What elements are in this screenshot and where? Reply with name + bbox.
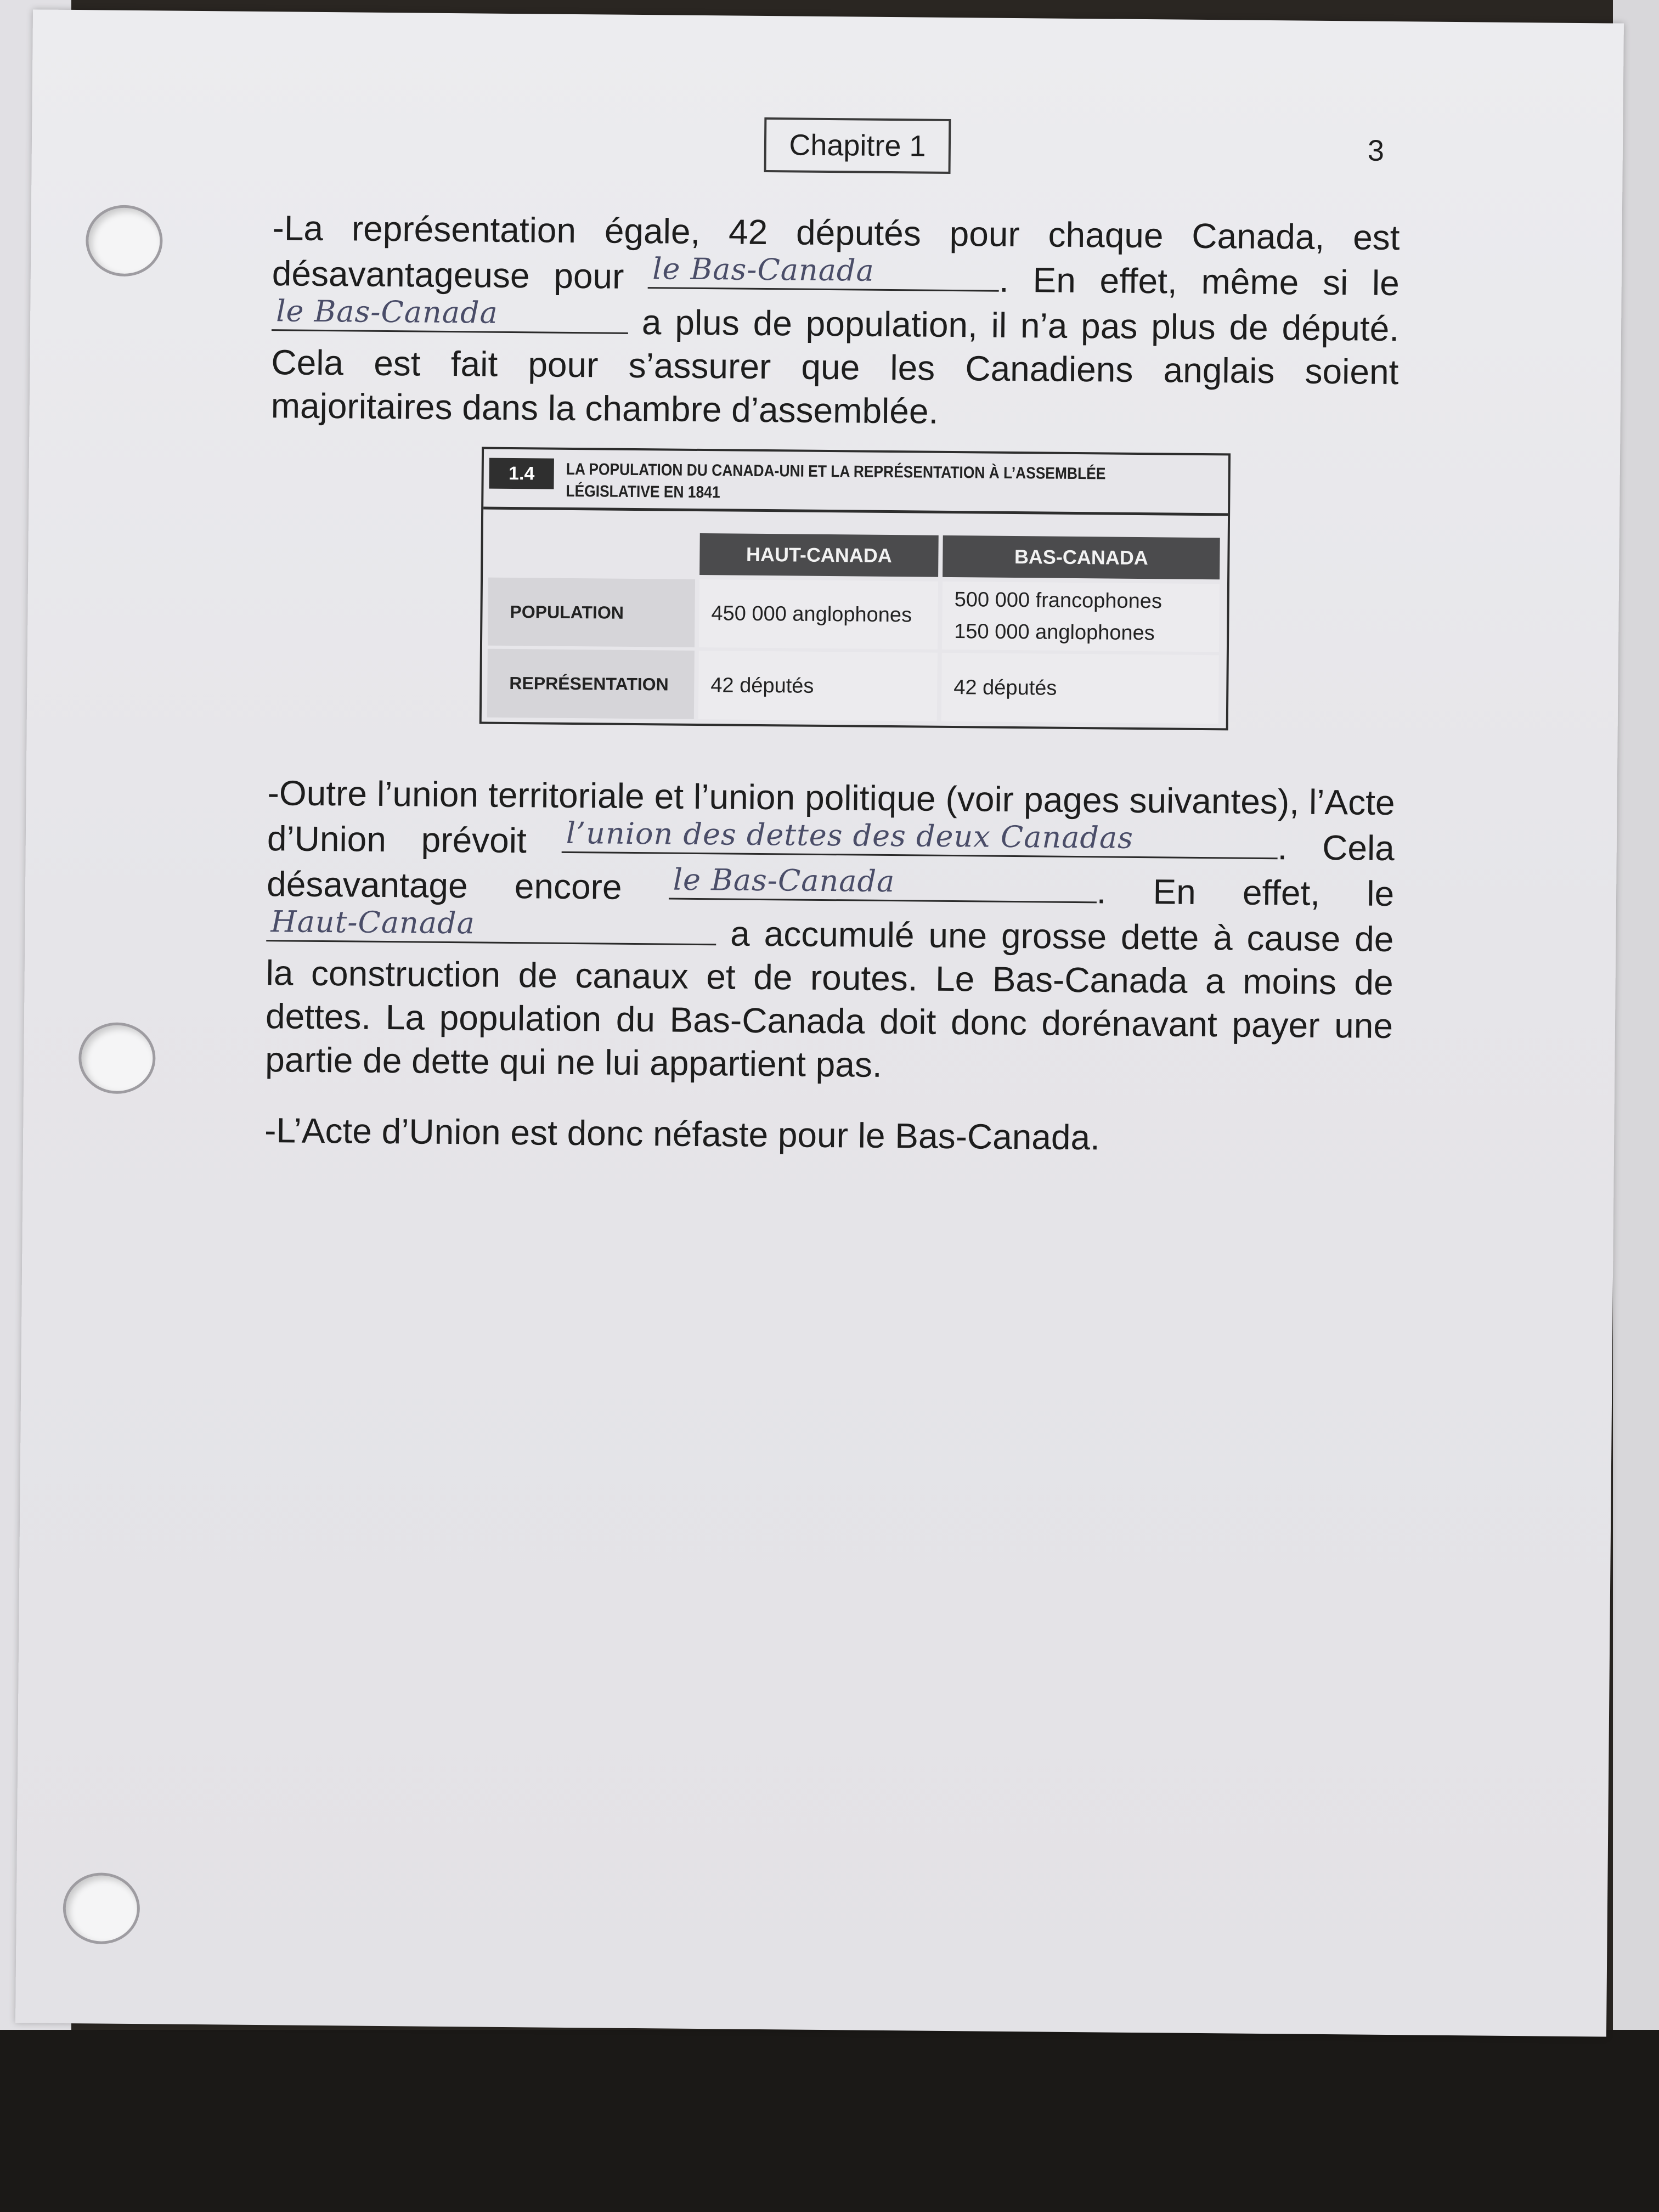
paragraph-text: -La représentation égale, 42 députés pour chaque Canada, est désavantageuse pour	[272, 208, 1400, 296]
column-header-haut-canada: HAUT-CANADA	[699, 533, 939, 577]
cell-line: 150 000 anglophones	[954, 620, 1155, 645]
figure-title	[566, 459, 1121, 507]
page-number: 3	[1367, 134, 1385, 167]
cell-representation-haut: 42 députés	[698, 651, 938, 721]
cell-population-haut: 450 000 anglophones	[699, 579, 938, 650]
column-header-bas-canada: BAS-CANADA	[943, 535, 1220, 579]
fill-blank[interactable]	[668, 864, 1097, 904]
cell-line: 500 000 francophones	[954, 588, 1163, 613]
cell-population-bas	[942, 582, 1220, 652]
figure-number: 1.4	[489, 458, 554, 489]
row-header-population: POPULATION	[488, 578, 695, 647]
cell-representation-bas: 42 députés	[941, 653, 1219, 724]
handwritten-answer: l’union des dettes des deux Canadas	[566, 815, 1134, 855]
binder-hole-middle	[78, 1022, 156, 1094]
fill-blank[interactable]	[272, 295, 629, 334]
binder-hole-bottom	[63, 1872, 140, 1944]
paragraph-text: -Outre l’union territoriale et l’union politique (voir pages suivantes), l’Acte d’Union prévoit	[267, 773, 1395, 861]
paragraph-representation	[270, 206, 1400, 437]
fill-blank[interactable]	[648, 253, 1000, 292]
paragraph-text: . Cela désavantage encore	[266, 827, 1395, 907]
figure-title-line: LA POPULATION DU CANADA-UNI ET LA REPRÉSENTATION À L’ASSEMBLÉE	[566, 460, 1106, 483]
population-table	[479, 447, 1231, 731]
conclusion-line: -L’Acte d’Union est donc néfaste pour le Bas-Canada.	[264, 1110, 1101, 1158]
chapter-label: Chapitre 1	[764, 117, 951, 174]
handwritten-answer: le Bas-Canada	[652, 251, 875, 288]
handwritten-answer: Haut-Canada	[270, 904, 476, 941]
handwritten-answer: le Bas-Canada	[276, 294, 499, 330]
paragraph-text: a accumulé une grosse dette à cause de la construction de canaux et de routes. Le Bas-Canada a moins de dettes. La population du Bas-Canada doit donc dorénavant payer une partie de dette qui ne lui appartient pas.	[265, 913, 1394, 1085]
paragraph-text: . En effet, le	[1096, 871, 1395, 914]
handwritten-answer: le Bas-Canada	[673, 862, 895, 899]
table-header	[483, 449, 1228, 516]
paragraph-text: a plus de population, il n’a pas plus de député. Cela est fait pour s’assurer que les Canadiens anglais soient majoritaires dans la chambre d’assemblée.	[270, 302, 1400, 431]
paragraph-debt	[265, 771, 1395, 1091]
desk-surface	[0, 2030, 1659, 2212]
paragraph-text: . En effet, même si le	[998, 259, 1400, 303]
document-page	[15, 9, 1624, 2036]
row-header-representation: REPRÉSENTATION	[487, 649, 695, 719]
binder-hole-top	[86, 205, 163, 276]
fill-blank[interactable]	[561, 817, 1278, 859]
figure-title-line: LÉGISLATIVE EN 1841	[566, 482, 720, 502]
fill-blank[interactable]	[266, 906, 716, 945]
